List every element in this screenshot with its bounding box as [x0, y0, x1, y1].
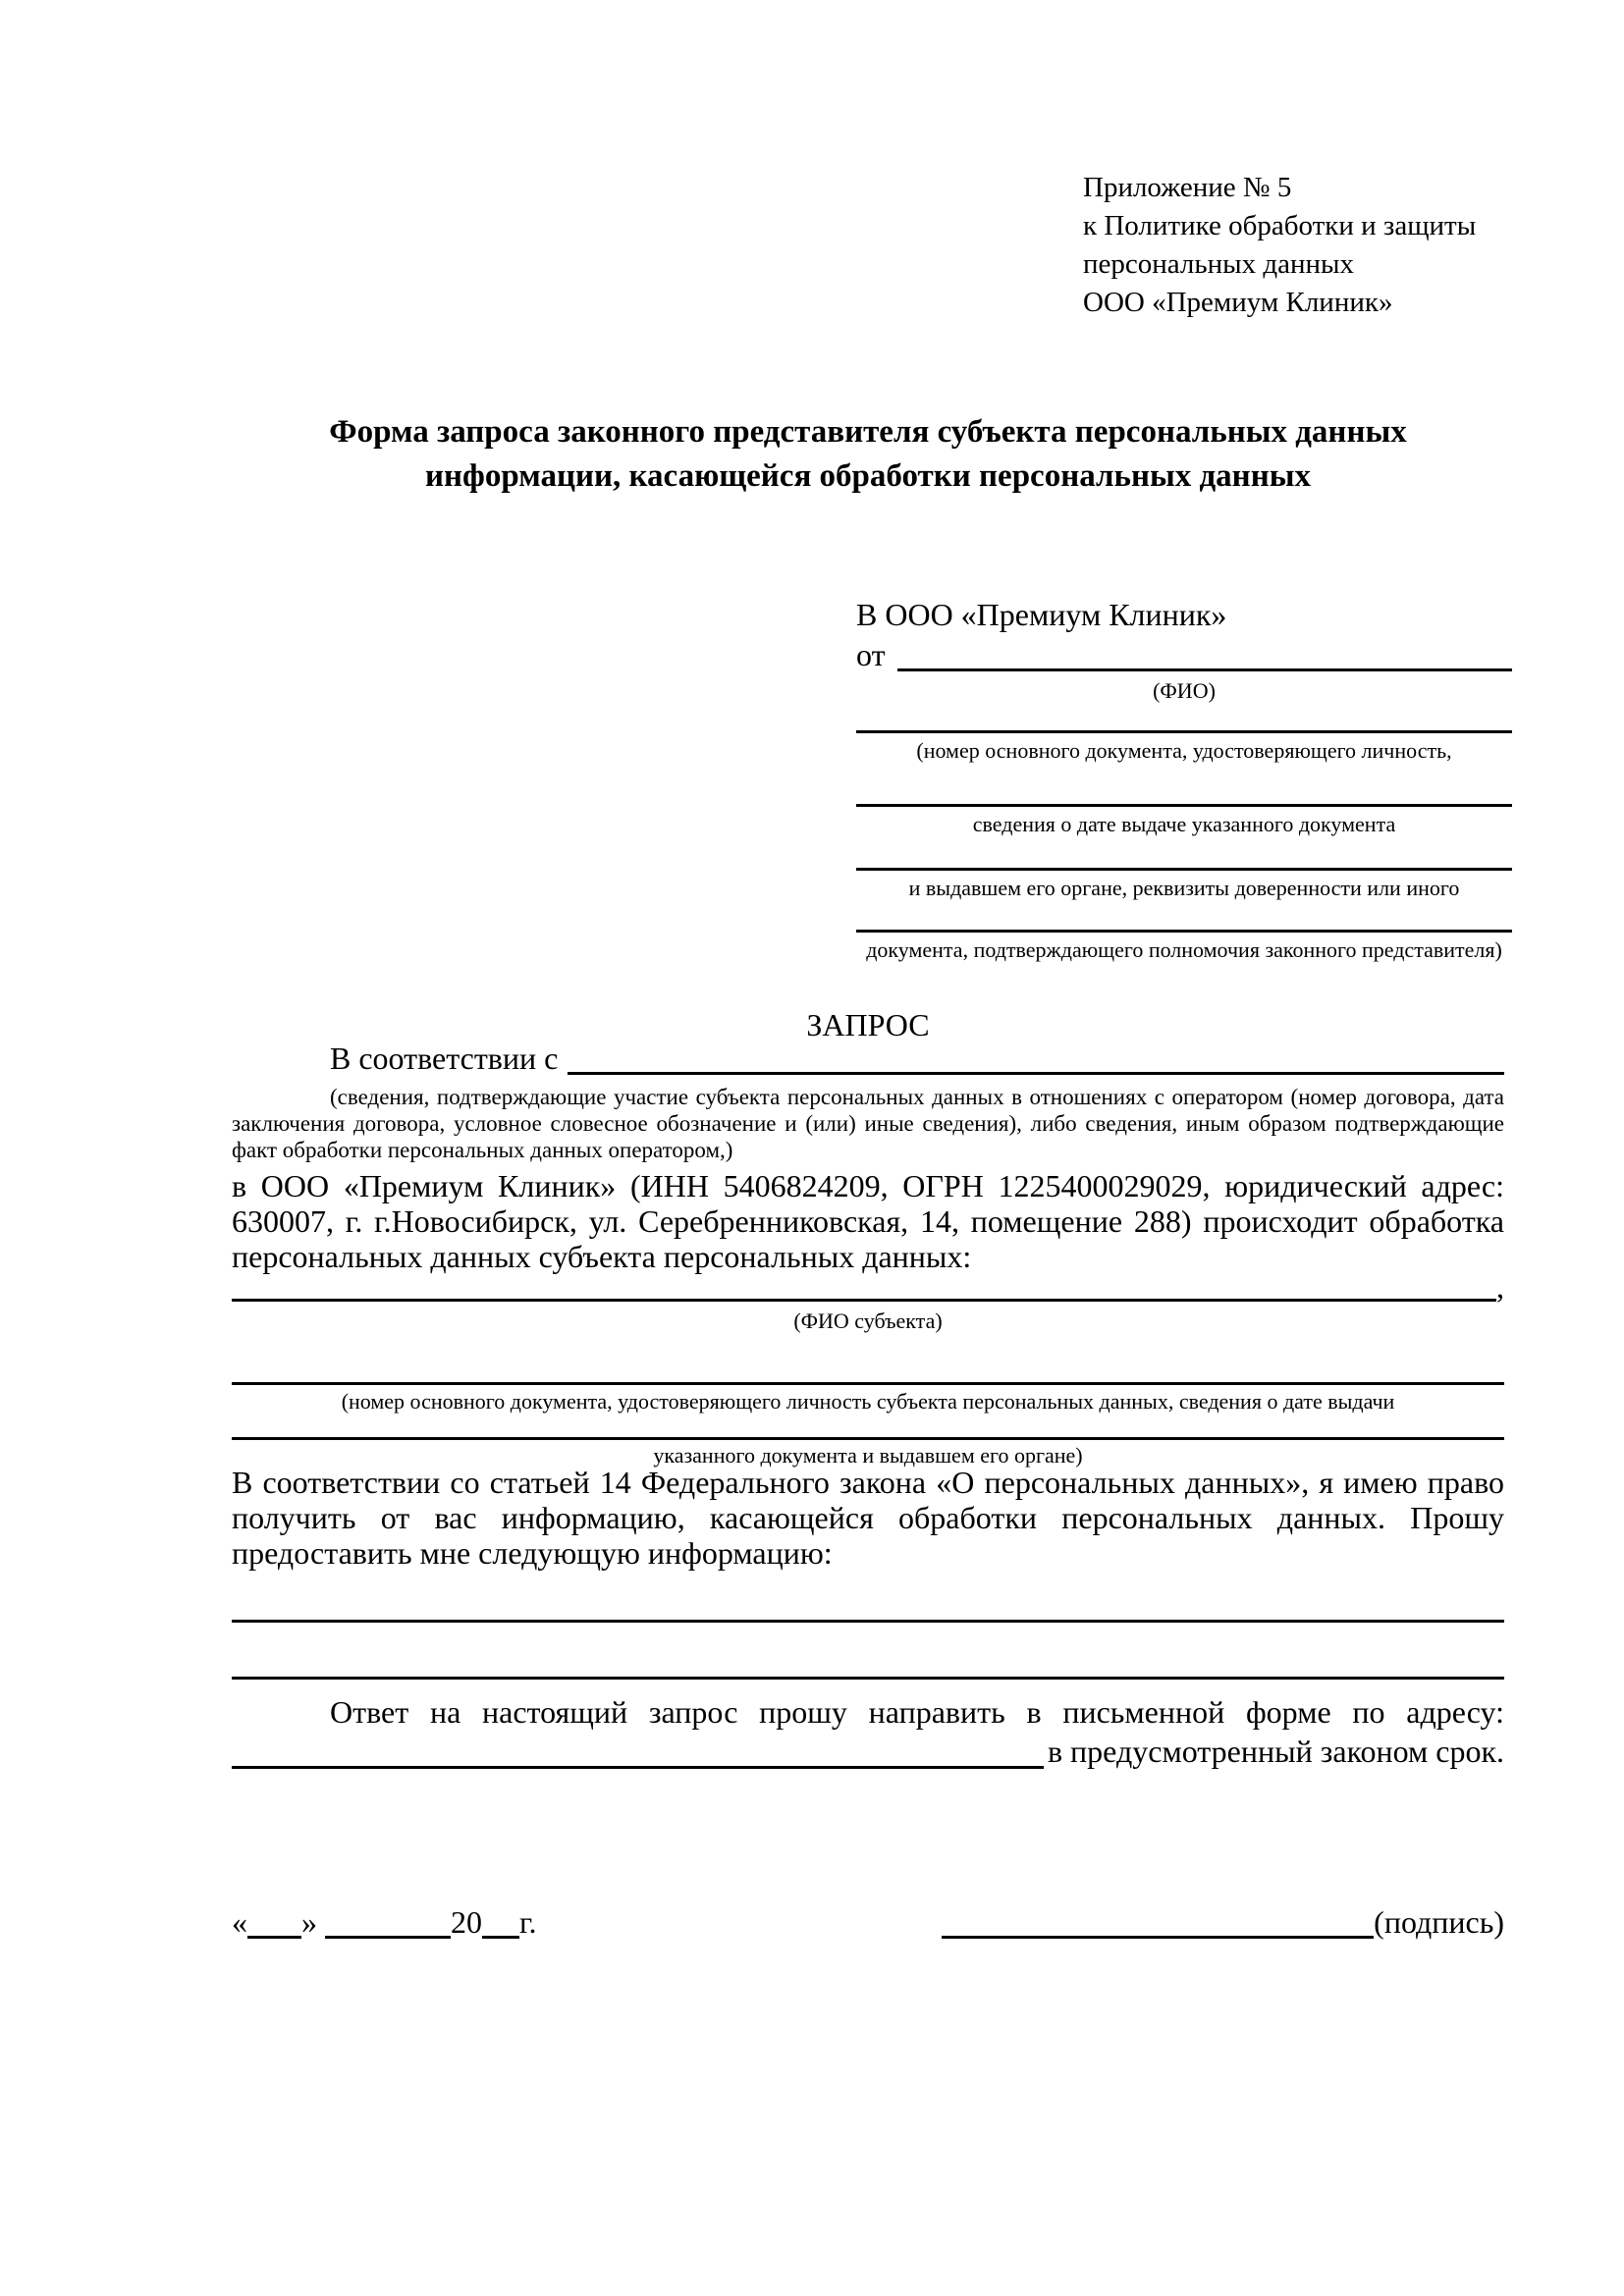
- field-caption: документа, подтверждающего полномочия законного представителя): [866, 937, 1502, 962]
- law-paragraph: В соответствии со статьей 14 Федерального закона «О персональных данных», я имею право получить от вас информацию, касающейся обработки персональных данных. Прошу предоставить мне следующую информацию:: [232, 1465, 1504, 1571]
- subject-doc-blank-line: [232, 1437, 1504, 1440]
- subject-fio-blank-line: [232, 1269, 1504, 1305]
- document-title-line1: Форма запроса законного представителя субъекта персональных данных: [329, 414, 1407, 450]
- from-blank-line: [897, 638, 1512, 671]
- representative-doc-blank-line: [856, 804, 1512, 807]
- from-label: от: [856, 637, 886, 672]
- field-caption: (номер основного документа, удостоверяющего личность,: [916, 738, 1452, 763]
- answer-paragraph: Ответ на настоящий запрос прошу направить в письменной форме по адресу:: [330, 1694, 1504, 1730]
- date-field: [232, 1902, 537, 1942]
- representative-doc-blank-line: [856, 930, 1512, 933]
- subject-line-comma: ,: [1496, 1269, 1504, 1305]
- subject-fio-blank: [232, 1299, 1496, 1302]
- operator-paragraph: в ООО «Премиум Клиник» (ИНН 5406824209, ОГРН 1225400029029, юридический адрес: 630007, г. г.Новосибирск, ул. Серебренниковская, 14, помещение 288) происходит обработка персональных данных субъекта персональных данных:: [232, 1168, 1504, 1274]
- appendix-note-line: Приложение № 5: [1083, 172, 1292, 203]
- appendix-note-line: к Политике обработки и защиты: [1083, 210, 1477, 241]
- field-caption: и выдавшем его органе, реквизиты доверенности или иного: [908, 876, 1460, 900]
- year-suffix: г.: [519, 1904, 537, 1940]
- date-signature-row: [232, 1902, 1504, 1942]
- answer-tail: в предусмотренный законом срок.: [1047, 1734, 1504, 1769]
- day-blank: [247, 1936, 301, 1939]
- appendix-note-line: персональных данных: [1083, 248, 1355, 280]
- field-caption: сведения о дате выдаче указанного документа: [972, 812, 1396, 836]
- request-heading: ЗАПРОС: [806, 1007, 930, 1042]
- signature-blank-line: [942, 1936, 1374, 1939]
- from-line: [856, 638, 1512, 671]
- response-blank-line: [232, 1620, 1504, 1623]
- address-blank-line: [232, 1734, 1044, 1769]
- subject-doc-caption: (номер основного документа, удостоверяющего личность субъекта персональных данных, сведения о дате выдачи: [341, 1389, 1395, 1414]
- representative-doc-blank-line: [856, 730, 1512, 733]
- appendix-note: [1083, 169, 1476, 322]
- subject-fio-caption: (ФИО субъекта): [793, 1308, 943, 1333]
- accordance-blank-line: [568, 1041, 1504, 1075]
- accordance-line: [232, 1041, 1504, 1075]
- quote-close: »: [301, 1904, 317, 1940]
- accordance-label: В соответствии с: [330, 1041, 559, 1076]
- response-blank-line: [232, 1677, 1504, 1680]
- month-blank: [325, 1936, 451, 1939]
- signature-caption: (подпись): [1374, 1904, 1504, 1940]
- document-title: [232, 410, 1504, 499]
- addressee-org: В ООО «Премиум Клиник»: [856, 597, 1227, 632]
- quote-open: «: [232, 1904, 247, 1940]
- document-title-line2: информации, касающейся обработки персональных данных: [425, 458, 1311, 494]
- accordance-caption: (сведения, подтверждающие участие субъекта персональных данных в отношениях с оператором (номер договора, дата заключения договора, условное словесное обозначение и (или) иные сведения), либо сведения, иным образом подтверждающие факт обработки персональных данных оператором,): [232, 1085, 1504, 1162]
- year-prefix: 20: [451, 1904, 482, 1940]
- subject-doc-blank-line: [232, 1382, 1504, 1385]
- answer-address-line: [232, 1734, 1504, 1769]
- fio-caption: (ФИО): [1153, 678, 1216, 703]
- appendix-note-line: ООО «Премиум Клиник»: [1083, 287, 1393, 318]
- subject-doc-caption: указанного документа и выдавшем его органе): [653, 1443, 1083, 1468]
- year-blank: [482, 1936, 519, 1939]
- representative-doc-blank-line: [856, 868, 1512, 871]
- signature-field: [942, 1902, 1504, 1942]
